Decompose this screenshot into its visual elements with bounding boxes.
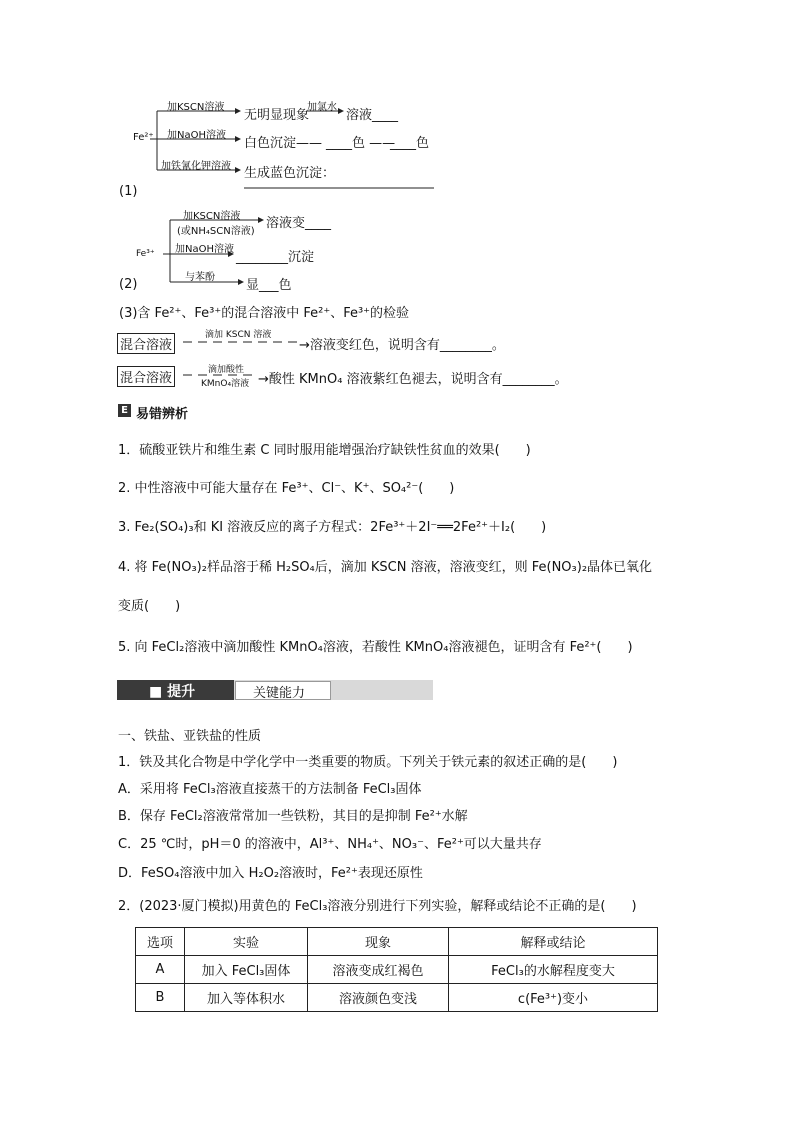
error-item-3: 3. Fe₂(SO₄)₃和 KI 溶液反应的离子方程式：2Fe³⁺＋2I⁻══2Fe²⁺＋I₂( ) bbox=[118, 520, 547, 535]
row2-reagent-bottom: KMnO₄溶液 bbox=[201, 379, 250, 389]
row1-conclusion: →溶液变红色，说明含有________。 bbox=[299, 338, 505, 353]
question-1: 1．铁及其化合物是中学化学中一类重要的物质。下列关于铁元素的叙述正确的是( ) bbox=[118, 755, 618, 770]
table-cell: A bbox=[136, 956, 185, 984]
table-header-cell: 现象 bbox=[308, 928, 449, 956]
fe2-result-kscn: 无明显现象 bbox=[244, 108, 310, 123]
fe2-ion-label: Fe²⁺ bbox=[133, 132, 154, 143]
table-header-cell: 选项 bbox=[136, 928, 185, 956]
table-cell: 溶液颜色变浅 bbox=[308, 984, 449, 1012]
fe3-result-phenol: 显___色 bbox=[246, 278, 292, 293]
error-item-4-cont: 变质( ) bbox=[118, 599, 181, 614]
fe2-reagent-chlorine: 加氯水 bbox=[307, 102, 337, 113]
fe2-result-naoh: 白色沉淀—— bbox=[244, 136, 323, 151]
section1-label: (1) bbox=[119, 184, 138, 199]
fe2-reagent-ferricyanide: 加铁氰化钾溶液 bbox=[161, 161, 231, 172]
fe3-reagent-kscn-sub: (或NH₄SCN溶液) bbox=[177, 226, 255, 237]
error-analysis-title: 易错辨析 bbox=[136, 407, 189, 422]
table-cell: 加入等体积水 bbox=[185, 984, 308, 1012]
table-header-row bbox=[136, 928, 658, 956]
fe2-result-chlorine: 溶液____ bbox=[346, 108, 399, 123]
table-header-cell: 解释或结论 bbox=[449, 928, 658, 956]
experiment-table bbox=[135, 927, 658, 1012]
banner-left-label: ■ 提升 bbox=[149, 684, 196, 700]
mixed-solution-box-1: 混合溶液 bbox=[117, 333, 175, 354]
option-b: B．保存 FeCl₂溶液常常加一些铁粉，其目的是抑制 Fe²⁺水解 bbox=[118, 809, 468, 824]
fe3-result-naoh: ________沉淀 bbox=[236, 250, 315, 265]
banner-right-label: 关键能力 bbox=[253, 686, 306, 701]
row2-conclusion: →酸性 KMnO₄ 溶液紫红色褪去，说明含有________。 bbox=[258, 372, 568, 387]
error-analysis-icon: E bbox=[118, 404, 131, 417]
row1-reagent: 滴加 KSCN 溶液 bbox=[205, 330, 272, 340]
fe3-result-kscn: 溶液变____ bbox=[266, 216, 332, 231]
table-row bbox=[136, 956, 658, 984]
error-item-5: 5. 向 FeCl₂溶液中滴加酸性 KMnO₄溶液，若酸性 KMnO₄溶液褪色，证明含有 Fe²⁺( ) bbox=[118, 640, 633, 655]
option-d: D．FeSO₄溶液中加入 H₂O₂溶液时，Fe²⁺表现还原性 bbox=[118, 866, 423, 881]
section-banner bbox=[117, 680, 433, 700]
fe3-reagent-naoh: 加NaOH溶液 bbox=[175, 244, 234, 255]
error-item-1: 1．硫酸亚铁片和维生素 C 同时服用能增强治疗缺铁性贫血的效果( ) bbox=[118, 443, 531, 458]
question-2: 2．(2023·厦门模拟)用黄色的 FeCl₃溶液分别进行下列实验，解释或结论不正确的是( ) bbox=[118, 899, 637, 914]
table-cell: B bbox=[136, 984, 185, 1012]
fe3-ion-label: Fe³⁺ bbox=[136, 249, 155, 259]
fe2-result-naoh-mid: ____色 —— bbox=[326, 136, 396, 151]
table-cell: 溶液变成红褐色 bbox=[308, 956, 449, 984]
fe2-result-ferricyanide: 生成蓝色沉淀： bbox=[244, 166, 336, 181]
fe2-result-naoh-end: ____色 bbox=[390, 136, 430, 151]
fe3-reagent-kscn: 加KSCN溶液 bbox=[183, 211, 241, 222]
fe2-reagent-kscn: 加KSCN溶液 bbox=[167, 102, 225, 113]
table-cell: FeCl₃的水解程度变大 bbox=[449, 956, 658, 984]
table-cell: c(Fe³⁺)变小 bbox=[449, 984, 658, 1012]
option-c: C．25 ℃时，pH＝0 的溶液中，Al³⁺、NH₄⁺、NO₃⁻、Fe²⁺可以大量共存 bbox=[118, 837, 542, 852]
fe2-reagent-naoh: 加NaOH溶液 bbox=[167, 130, 226, 141]
table-row bbox=[136, 984, 658, 1012]
option-a: A．采用将 FeCl₃溶液直接蒸干的方法制备 FeCl₃固体 bbox=[118, 782, 422, 797]
part1-heading: 一、铁盐、亚铁盐的性质 bbox=[118, 729, 262, 744]
error-item-4: 4. 将 Fe(NO₃)₂样品溶于稀 H₂SO₄后，滴加 KSCN 溶液，溶液变红，则 Fe(NO₃)₂晶体已氧化 bbox=[118, 560, 653, 575]
row2-reagent-top: 滴加酸性 bbox=[208, 365, 245, 375]
fe3-reagent-phenol: 与苯酚 bbox=[185, 272, 215, 283]
table-header-cell: 实验 bbox=[185, 928, 308, 956]
section2-label: (2) bbox=[119, 277, 138, 292]
mixed-solution-box-2: 混合溶液 bbox=[117, 366, 175, 387]
error-item-2: 2. 中性溶液中可能大量存在 Fe³⁺、Cl⁻、K⁺、SO₄²⁻( ) bbox=[118, 481, 455, 496]
section3-title: (3)含 Fe²⁺、Fe³⁺的混合溶液中 Fe²⁺、Fe³⁺的检验 bbox=[119, 306, 410, 321]
table-cell: 加入 FeCl₃固体 bbox=[185, 956, 308, 984]
